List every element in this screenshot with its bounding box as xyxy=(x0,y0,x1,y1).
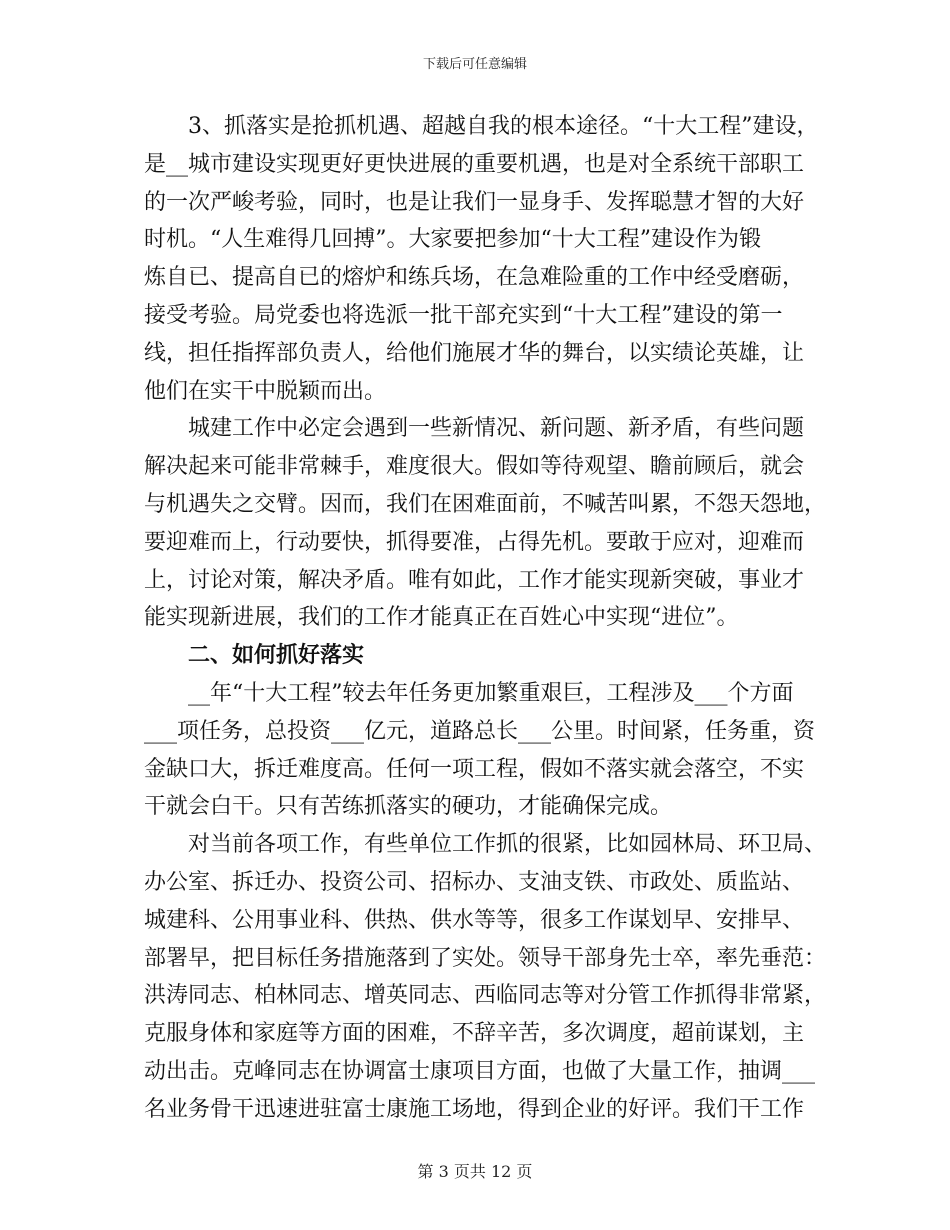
text-line: 干就会白干。只有苦练抓落实的硬功，才能确保完成。 xyxy=(144,794,673,820)
text-line: 3、抓落实是抢抓机遇、超越自我的根本途径。“十大工程”建设， xyxy=(188,114,819,139)
text-line: 城建工作中必定会遇到一些新情况、新问题、新矛盾，有些问题 xyxy=(188,416,805,442)
text-line: 克服身体和家庭等方面的困难，不辞辛苦，多次调度，超前谋划，主 xyxy=(144,1021,805,1047)
text-line: 上，讨论对策，解决矛盾。唯有如此，工作才能实现新突破，事业才 xyxy=(144,567,805,593)
text-line: 动出击。克峰同志在协调富士康项目方面，也做了大量工作，抽调___ xyxy=(144,1058,816,1084)
page-header: 下载后可任意编辑 xyxy=(422,57,527,72)
section-heading: 二、如何抓好落实 xyxy=(188,642,365,669)
text-line: 解决起来可能非常棘手，难度很大。假如等待观望、瞻前顾后，就会 xyxy=(144,454,805,480)
text-line: 对当前各项工作，有些单位工作抓的很紧，比如园林局、环卫局、 xyxy=(188,832,827,858)
text-line: 部署早，把目标任务措施落到了实处。领导干部身先士卒，率先垂范： xyxy=(144,945,827,971)
text-line: 要迎难而上，行动要快，抓得要准，占得先机。要敢于应对，迎难而 xyxy=(144,529,805,555)
text-line: 时机。“人生难得几回搏”。大家要把参加“十大工程”建设作为锻 xyxy=(144,227,761,253)
document-body xyxy=(144,108,827,1129)
text-line: 洪涛同志、柏林同志、增英同志、西临同志等对分管工作抓得非常紧， xyxy=(144,983,827,1009)
text-line: 与机遇失之交臂。因而，我们在困难面前，不喊苦叫累，不怨天怨地， xyxy=(144,491,827,517)
page-footer: 第 3 页共 12 页 xyxy=(417,1162,533,1181)
text-line: 办公室、拆迁办、投资公司、招标办、支油支铁、市政处、质监站、 xyxy=(144,869,805,895)
text-line: 城建科、公用事业科、供热、供水等等，很多工作谋划早、安排早、 xyxy=(144,907,805,933)
text-line: 的一次严峻考验，同时，也是让我们一显身手、发挥聪慧才智的大好 xyxy=(144,189,805,215)
text-line: 金缺口大，拆迁难度高。任何一项工程，假如不落实就会落空，不实 xyxy=(144,756,805,782)
text-line: 名业务骨干迅速进驻富士康施工场地，得到企业的好评。我们干工作 xyxy=(144,1096,805,1122)
text-line: ___项任务，总投资___亿元，道路总长___公里。时间紧，任务重，资 xyxy=(144,718,816,744)
text-line: 炼自已、提高自已的熔炉和练兵场，在急难险重的工作中经受磨砺， xyxy=(144,265,805,291)
text-line: 他们在实干中脱颖而出。 xyxy=(144,378,387,404)
text-line: 线，担任指挥部负责人，给他们施展才华的舞台，以实绩论英雄，让 xyxy=(144,340,805,366)
text-line: 能实现新进展，我们的工作才能真正在百姓心中实现“进位”。 xyxy=(144,605,739,631)
text-line: 接受考验。局党委也将选派一批干部充实到“十大工程”建设的第一 xyxy=(144,302,783,328)
text-line: 是__城市建设实现更好更快进展的重要机遇，也是对全系统干部职工 xyxy=(144,151,805,177)
text-line: __年“十大工程”较去年任务更加繁重艰巨，工程涉及___个方面 xyxy=(188,680,794,706)
